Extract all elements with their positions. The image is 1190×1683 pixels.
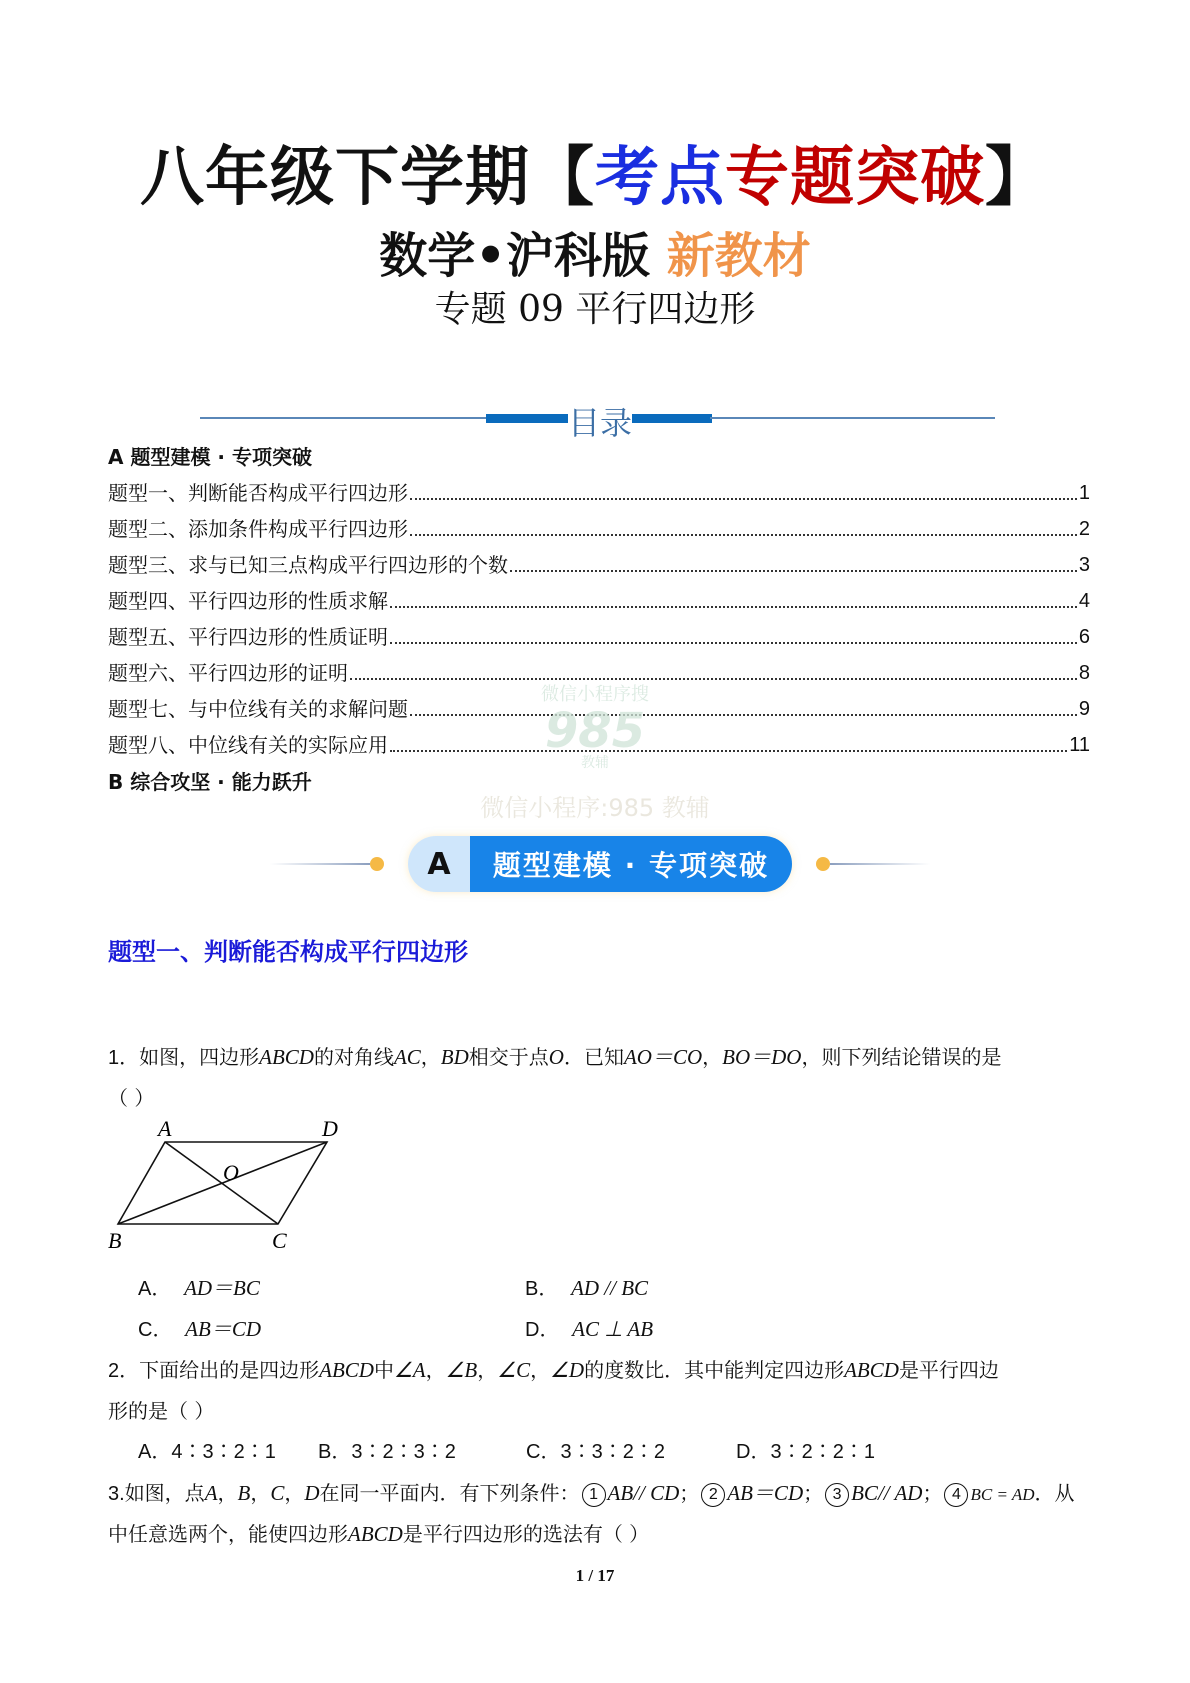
math: B (237, 1481, 251, 1505)
parallelogram-diagram (100, 1118, 360, 1268)
toc-leader-dots (390, 750, 1067, 752)
option-key: D． (525, 1319, 560, 1341)
toc-item[interactable] (108, 623, 1090, 651)
option-expr: AB＝CD (185, 1317, 261, 1341)
toc-item-title: 题型四、平行四边形的性质求解 (108, 589, 388, 613)
question-3 (108, 1479, 1093, 1509)
math: ∠A (393, 1358, 426, 1382)
toc-divider-left (200, 417, 492, 419)
q-text: 的度数比．其中能判定四边形 (584, 1358, 845, 1382)
toc-item-page: 2 (1078, 518, 1090, 540)
question-number: 3. (108, 1483, 125, 1505)
q2-option-d[interactable] (736, 1438, 875, 1466)
math: ABCD (319, 1358, 374, 1382)
option-key: B． (318, 1441, 352, 1463)
math: AB＝CD (727, 1481, 804, 1505)
math: ABCD (259, 1045, 314, 1069)
q1-option-d[interactable] (525, 1315, 653, 1344)
q-text: 下面给出的是四边形 (139, 1358, 320, 1382)
math: BD (440, 1045, 469, 1069)
q-text: 的对角线 (313, 1045, 394, 1069)
toc-item-page: 9 (1078, 698, 1090, 720)
toc-item[interactable] (108, 731, 1090, 759)
q-text: ， (420, 1045, 441, 1069)
math: ∠B (445, 1358, 478, 1382)
q-text: 中 (373, 1358, 394, 1382)
math: O (548, 1045, 564, 1069)
label-o: O (223, 1160, 239, 1185)
q-text: ， (702, 1045, 723, 1069)
math: ∠D (550, 1358, 585, 1382)
option-expr: AD // BC (571, 1276, 649, 1300)
watermark-line2: 微信小程序:985 教辅 (480, 794, 710, 822)
q-text: 是平行四边形的选法有（ ） (402, 1522, 650, 1546)
toc-item-title: 题型五、平行四边形的性质证明 (108, 625, 388, 649)
toc-bar-left (486, 414, 568, 423)
q-text: ， (217, 1481, 238, 1505)
parallelogram-figure (100, 1118, 360, 1268)
q1-option-b[interactable] (525, 1274, 648, 1303)
subtitle-accent: 新教材 (666, 228, 811, 284)
math: A (204, 1481, 218, 1505)
label-b: B (108, 1228, 122, 1253)
title-suffix: 】 (985, 141, 1050, 215)
watermark-line1: 微信小程序搜 (541, 684, 649, 705)
option-key: C． (138, 1319, 173, 1341)
toc-item-page: 6 (1078, 626, 1090, 648)
banner-dot-right (816, 857, 830, 871)
q-text: 如图，点 (124, 1481, 205, 1505)
toc-leader-dots (410, 534, 1077, 536)
q-text: ， (530, 1358, 551, 1382)
title-highlight-red: 专题突破 (725, 141, 985, 215)
option-expr: AD＝BC (184, 1276, 260, 1300)
toc-item[interactable] (108, 587, 1090, 615)
toc-header (200, 400, 995, 440)
toc-section-a[interactable]: A 题型建模 · 专项突破 (108, 445, 312, 469)
toc-item-title: 题型八、中位线有关的实际应用 (108, 733, 388, 757)
option-key: D． (736, 1441, 771, 1463)
toc-item-page: 11 (1069, 734, 1090, 756)
question-3-line2 (108, 1520, 1093, 1548)
banner-text: 题型建模 · 专项突破 (470, 836, 792, 892)
math: ∠C (497, 1358, 531, 1382)
toc-item[interactable] (108, 659, 1090, 687)
q-text: ．已知 (563, 1045, 624, 1069)
toc-item-page: 1 (1078, 482, 1090, 504)
circled-number-2: 2 (701, 1483, 725, 1507)
option-key: C． (526, 1441, 561, 1463)
title-highlight-blue: 考点 (595, 141, 725, 215)
math: AB// CD (607, 1481, 680, 1505)
toc-divider-right (710, 417, 995, 419)
label-d: D (322, 1118, 338, 1141)
circled-number-4: 4 (944, 1483, 968, 1507)
math: ABCD (844, 1358, 899, 1382)
q-text: ， (425, 1358, 446, 1382)
option-key: B． (525, 1278, 559, 1300)
q-text: ， (250, 1481, 271, 1505)
circled-number-3: 3 (825, 1483, 849, 1507)
math: BO＝DO (722, 1045, 802, 1069)
page-number: 1 / 17 (575, 1566, 615, 1585)
banner-letter: A (408, 836, 470, 892)
watermark-logo-sub: 教辅 (581, 755, 609, 771)
q-text: ， (284, 1481, 305, 1505)
toc-item-title: 题型二、添加条件构成平行四边形 (108, 517, 408, 541)
math: D (304, 1481, 320, 1505)
toc-leader-dots (410, 498, 1077, 500)
answer-bracket: （ ） (108, 1086, 155, 1110)
q-text: 是平行四边 (898, 1358, 999, 1382)
toc-bar-right (632, 414, 712, 423)
document-subtitle (0, 226, 1190, 286)
option-key: A． (138, 1441, 172, 1463)
toc-leader-dots (510, 570, 1077, 572)
option-value: 3∶2∶2∶1 (770, 1441, 875, 1463)
banner-pill (408, 836, 792, 892)
q2-option-c[interactable] (526, 1438, 665, 1466)
toc-leader-dots (390, 606, 1077, 608)
toc-leader-dots (410, 714, 1077, 716)
title-prefix: 八年级下学期【 (140, 141, 595, 215)
toc-item-page: 8 (1078, 662, 1090, 684)
question-number: 1． (108, 1047, 140, 1069)
question-number: 2． (108, 1360, 140, 1382)
toc-item[interactable] (108, 479, 1090, 507)
label-a: A (158, 1118, 172, 1141)
toc-item-page: 3 (1078, 554, 1090, 576)
question-1 (108, 1043, 1093, 1072)
section-heading: 题型一、判断能否构成平行四边形 (108, 938, 468, 966)
q2-option-b[interactable] (318, 1438, 456, 1466)
toc-item-title: 题型七、与中位线有关的求解问题 (108, 697, 408, 721)
math: AC (393, 1045, 421, 1069)
q-text: 如图，四边形 (139, 1045, 260, 1069)
toc-item[interactable] (108, 695, 1090, 723)
circled-number-1: 1 (582, 1483, 606, 1507)
math: ABCD (348, 1522, 403, 1546)
math: C (270, 1481, 285, 1505)
subtitle-main: 数学•沪科版 (379, 228, 650, 284)
q1-option-a[interactable] (138, 1274, 260, 1303)
toc-item[interactable] (108, 551, 1090, 579)
q-text: ．从 (1034, 1481, 1075, 1505)
toc-label: 目录 (567, 404, 632, 442)
math: BC// AD (851, 1481, 923, 1505)
toc-leader-dots (350, 678, 1077, 680)
option-value: 4∶3∶2∶1 (171, 1441, 276, 1463)
banner-line-right (830, 863, 930, 865)
q-text: ，则下列结论错误的是 (801, 1045, 1002, 1069)
toc-item-title: 题型六、平行四边形的证明 (108, 661, 348, 685)
q-text: ； (922, 1481, 943, 1505)
q-text: 相交于点 (468, 1045, 549, 1069)
q1-option-c[interactable] (138, 1315, 261, 1344)
watermark-logo: 985 (544, 703, 646, 759)
banner-line-left (270, 863, 370, 865)
option-value: 3∶3∶2∶2 (560, 1441, 665, 1463)
toc-section-b[interactable]: B 综合攻坚 · 能力跃升 (108, 770, 312, 794)
toc-item-page: 4 (1078, 590, 1090, 612)
section-banner (270, 832, 930, 896)
toc-item[interactable] (108, 515, 1090, 543)
toc-item-title: 题型一、判断能否构成平行四边形 (108, 481, 408, 505)
label-c: C (272, 1228, 287, 1253)
document-title (0, 140, 1190, 216)
q-text: ； (803, 1481, 824, 1505)
question-2 (108, 1356, 1093, 1385)
q-text: 中任意选两个，能使四边形 (108, 1522, 348, 1546)
topic-title: 专题 09 平行四边形 (434, 289, 756, 330)
q-text: ， (477, 1358, 498, 1382)
q-text: 在同一平面内．有下列条件： (319, 1481, 580, 1505)
math: AO＝CO (623, 1045, 703, 1069)
option-key: A． (138, 1278, 172, 1300)
banner-dot-left (370, 857, 384, 871)
q-text: ； (679, 1481, 700, 1505)
option-value: 3∶2∶3∶2 (351, 1441, 456, 1463)
q2-option-a[interactable] (138, 1438, 276, 1466)
toc-item-title: 题型三、求与已知三点构成平行四边形的个数 (108, 553, 508, 577)
toc-leader-dots (390, 642, 1077, 644)
option-expr: AC ⊥ AB (572, 1317, 654, 1341)
math: BC = AD (970, 1485, 1035, 1504)
question-2-line2: 形的是（ ） (108, 1399, 215, 1423)
